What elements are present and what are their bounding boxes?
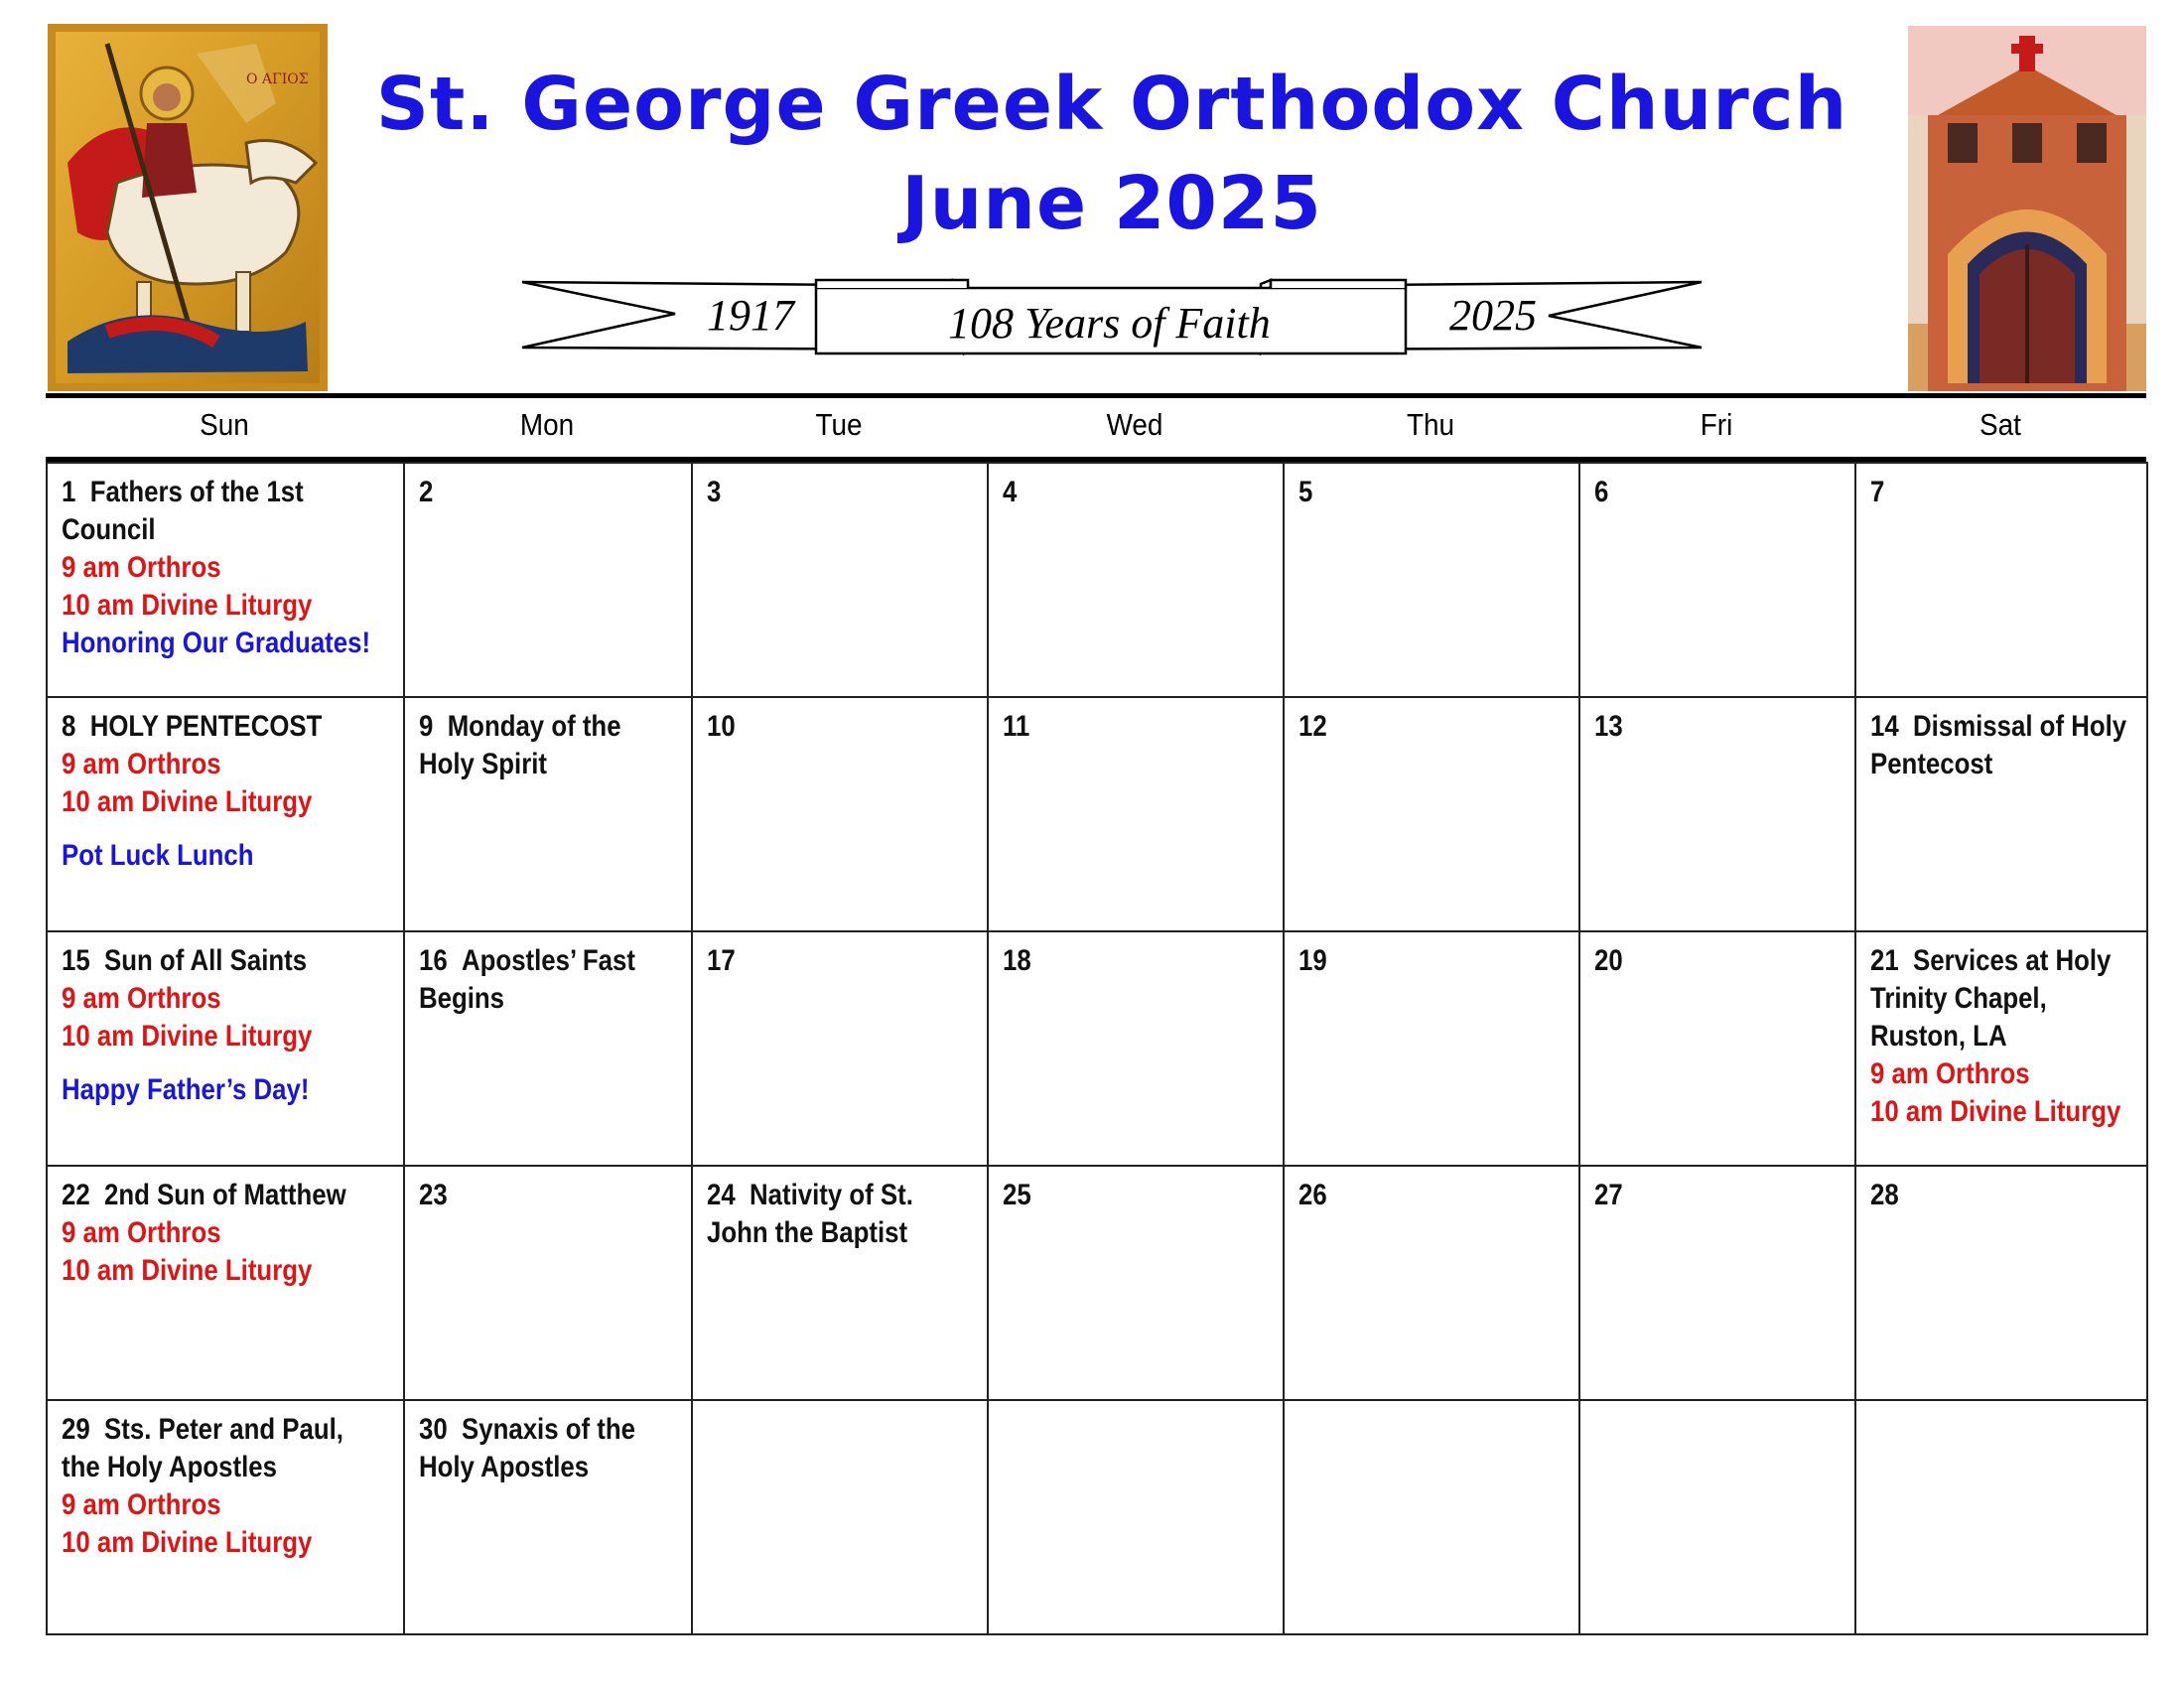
day-number: 27 [1594, 1179, 1623, 1211]
day-cell-content [707, 942, 972, 980]
day-cell-content [419, 1177, 676, 1214]
day-cell-content [1870, 708, 2131, 783]
day-number: 22 [62, 1179, 90, 1211]
service-time: 10 am Divine Liturgy [62, 589, 313, 622]
day-number: 7 [1870, 476, 1885, 508]
day-cell-content [419, 708, 676, 783]
service-time: 9 am Orthros [62, 551, 221, 584]
calendar-day-cell [47, 463, 404, 697]
day-number: 12 [1298, 710, 1327, 743]
month-title: June 2025 [901, 161, 1322, 246]
day-number: 18 [1003, 944, 1031, 977]
calendar-day-cell [47, 1400, 404, 1634]
day-cell-content [1594, 474, 1840, 511]
svg-text:Ο ΑΓΙΟΣ: Ο ΑΓΙΟΣ [246, 71, 309, 87]
calendar-day-cell [1579, 1166, 1855, 1400]
day-number: 19 [1298, 944, 1327, 977]
day-cell-content [419, 1411, 676, 1486]
calendar-day-cell [1855, 931, 2147, 1166]
day-header [1298, 1177, 1564, 1214]
day-header [1870, 1177, 2131, 1214]
calendar-day-cell [404, 1166, 692, 1400]
calendar-day-cell [692, 697, 988, 931]
calendar-week-row [47, 1400, 2147, 1634]
calendar-day-cell [692, 931, 988, 1166]
calendar-day-cell [1855, 1166, 2147, 1400]
calendar-day-cell [1284, 463, 1579, 697]
day-number: 13 [1594, 710, 1623, 743]
weekday-sat: Sat [1979, 407, 2021, 442]
day-cell-content [1594, 942, 1840, 980]
day-number: 8 [62, 710, 76, 743]
banner-end-year: 2025 [1449, 291, 1537, 340]
day-cell-content [62, 1177, 388, 1290]
calendar-day-cell [692, 1400, 988, 1634]
day-cell-content [1298, 474, 1564, 511]
church-door-image [1908, 26, 2146, 391]
day-header [1003, 708, 1268, 746]
day-number: 1 [62, 476, 76, 508]
service-time: 10 am Divine Liturgy [62, 785, 313, 818]
calendar-day-cell [692, 1166, 988, 1400]
day-number: 16 [419, 944, 448, 977]
day-header [707, 1177, 972, 1252]
day-cell-content [1594, 708, 1840, 746]
calendar-day-cell [404, 931, 692, 1166]
day-cell-content [62, 942, 388, 1109]
day-header [62, 708, 388, 746]
day-header [62, 474, 388, 549]
day-header [1870, 708, 2131, 783]
day-cell-content [707, 1177, 972, 1252]
calendar-week-row [47, 931, 2147, 1166]
feast-title: Apostles’ Fast Begins [419, 944, 635, 1015]
weekday-sun: Sun [200, 407, 249, 442]
calendar-day-cell [988, 697, 1284, 931]
calendar-day-cell [1284, 697, 1579, 931]
service-time: 9 am Orthros [62, 1488, 221, 1521]
calendar-day-cell [988, 1400, 1284, 1634]
service-time: 9 am Orthros [62, 748, 221, 780]
calendar-week-row [47, 463, 2147, 697]
calendar-day-cell [47, 697, 404, 931]
feast-title: 2nd Sun of Matthew [104, 1179, 346, 1211]
day-cell-content [62, 474, 388, 662]
calendar-day-cell [1579, 931, 1855, 1166]
calendar-week-row [47, 697, 2147, 931]
weekday-thu: Thu [1406, 407, 1455, 442]
feast-title: Nativity of St. John the Baptist [707, 1179, 913, 1249]
day-header [1298, 474, 1564, 511]
church-name-title: St. George Greek Orthodox Church [375, 62, 1848, 147]
weekday-tue: Tue [815, 407, 863, 442]
day-header [1003, 1177, 1268, 1214]
feast-title: Sun of All Saints [104, 944, 308, 977]
calendar-day-cell [1579, 1400, 1855, 1634]
calendar-day-cell [1284, 1166, 1579, 1400]
calendar-day-cell [404, 697, 692, 931]
service-time: 9 am Orthros [62, 982, 221, 1015]
day-header [1298, 708, 1564, 746]
day-number: 20 [1594, 944, 1623, 977]
calendar-day-cell [988, 1166, 1284, 1400]
day-cell-content [1298, 942, 1564, 980]
day-header [707, 942, 972, 980]
day-number: 6 [1594, 476, 1609, 508]
day-number: 3 [707, 476, 722, 508]
banner-start-year: 1917 [707, 291, 794, 340]
day-header [1003, 474, 1268, 511]
day-header [1870, 942, 2131, 1055]
service-time: 9 am Orthros [1870, 1057, 2030, 1090]
calendar-day-cell [404, 463, 692, 697]
feast-title: Synaxis of the Holy Apostles [419, 1413, 635, 1483]
day-header [1003, 942, 1268, 980]
feast-title: Fathers of the 1st Council [62, 476, 304, 546]
calendar-day-cell [692, 463, 988, 697]
feast-title: Dismissal of Holy Pentecost [1870, 710, 2127, 780]
day-number: 29 [62, 1413, 90, 1446]
day-number: 25 [1003, 1179, 1031, 1211]
day-number: 26 [1298, 1179, 1327, 1211]
calendar-week-row [47, 1166, 2147, 1400]
day-number: 4 [1003, 476, 1018, 508]
special-event-note: Honoring Our Graduates! [62, 627, 371, 659]
day-number: 30 [419, 1413, 448, 1446]
weekday-wed: Wed [1106, 407, 1163, 442]
day-cell-content [62, 1411, 388, 1562]
day-cell-content [1870, 474, 2131, 511]
day-header [419, 942, 676, 1018]
special-event-note: Happy Father’s Day! [62, 1073, 310, 1106]
weekday-header-row [46, 399, 2146, 459]
special-event-note: Pot Luck Lunch [62, 839, 254, 872]
day-number: 17 [707, 944, 736, 977]
banner-tagline: 108 Years of Faith [948, 299, 1271, 348]
day-header [1594, 942, 1840, 980]
feast-title: Monday of the Holy Spirit [419, 710, 621, 780]
day-header [1870, 474, 2131, 511]
calendar-day-cell [404, 1400, 692, 1634]
day-cell-content [419, 474, 676, 511]
feast-title: Sts. Peter and Paul, the Holy Apostles [62, 1413, 343, 1483]
day-header [419, 474, 676, 511]
day-header [419, 708, 676, 783]
calendar-day-cell [988, 931, 1284, 1166]
day-header [62, 1177, 388, 1214]
feast-title: HOLY PENTECOST [89, 710, 323, 743]
calendar-day-cell [47, 1166, 404, 1400]
day-cell-content [1870, 1177, 2131, 1214]
day-cell-content [1003, 942, 1268, 980]
day-header [419, 1411, 676, 1486]
weekday-fri: Fri [1700, 407, 1733, 442]
day-cell-content [419, 942, 676, 1018]
calendar-day-cell [47, 931, 404, 1166]
day-header [707, 474, 972, 511]
calendar-day-cell [1284, 931, 1579, 1166]
day-header [707, 708, 972, 746]
day-number: 28 [1870, 1179, 1899, 1211]
weekday-mon: Mon [519, 407, 575, 442]
day-cell-content [1003, 1177, 1268, 1214]
service-time: 9 am Orthros [62, 1216, 221, 1249]
day-cell-content [62, 708, 388, 875]
day-cell-content [1298, 708, 1564, 746]
day-number: 21 [1870, 944, 1899, 977]
anniversary-banner [516, 268, 1707, 367]
day-header [1594, 1177, 1840, 1214]
service-time: 10 am Divine Liturgy [62, 1020, 313, 1053]
day-number: 2 [419, 476, 434, 508]
day-cell-content [707, 474, 972, 511]
day-number: 24 [707, 1179, 736, 1211]
day-number: 14 [1870, 710, 1899, 743]
service-time: 10 am Divine Liturgy [62, 1254, 313, 1287]
calendar-day-cell [1579, 463, 1855, 697]
day-header [1594, 474, 1840, 511]
calendar-day-cell [1855, 697, 2147, 931]
day-header [419, 1177, 676, 1214]
day-header [1298, 942, 1564, 980]
day-number: 15 [62, 944, 90, 977]
day-number: 23 [419, 1179, 448, 1211]
day-cell-content [1594, 1177, 1840, 1214]
calendar-day-cell [1579, 697, 1855, 931]
calendar-day-cell [1855, 1400, 2147, 1634]
feast-title: Services at Holy Trinity Chapel, Ruston, LA [1870, 944, 2112, 1053]
calendar-grid [46, 462, 2148, 1635]
day-header [1594, 708, 1840, 746]
day-number: 9 [419, 710, 434, 743]
day-header [62, 942, 388, 980]
day-cell-content [707, 708, 972, 746]
service-time: 10 am Divine Liturgy [1870, 1095, 2121, 1128]
day-number: 10 [707, 710, 736, 743]
day-cell-content [1003, 708, 1268, 746]
st-george-icon-image [48, 24, 328, 391]
calendar-day-cell [1855, 463, 2147, 697]
day-cell-content [1870, 942, 2131, 1131]
day-cell-content [1003, 474, 1268, 511]
day-number: 5 [1298, 476, 1313, 508]
header-divider [46, 393, 2146, 398]
day-header [62, 1411, 388, 1486]
calendar-day-cell [988, 463, 1284, 697]
day-cell-content [1298, 1177, 1564, 1214]
day-number: 11 [1003, 710, 1030, 743]
service-time: 10 am Divine Liturgy [62, 1526, 313, 1559]
calendar-day-cell [1284, 1400, 1579, 1634]
